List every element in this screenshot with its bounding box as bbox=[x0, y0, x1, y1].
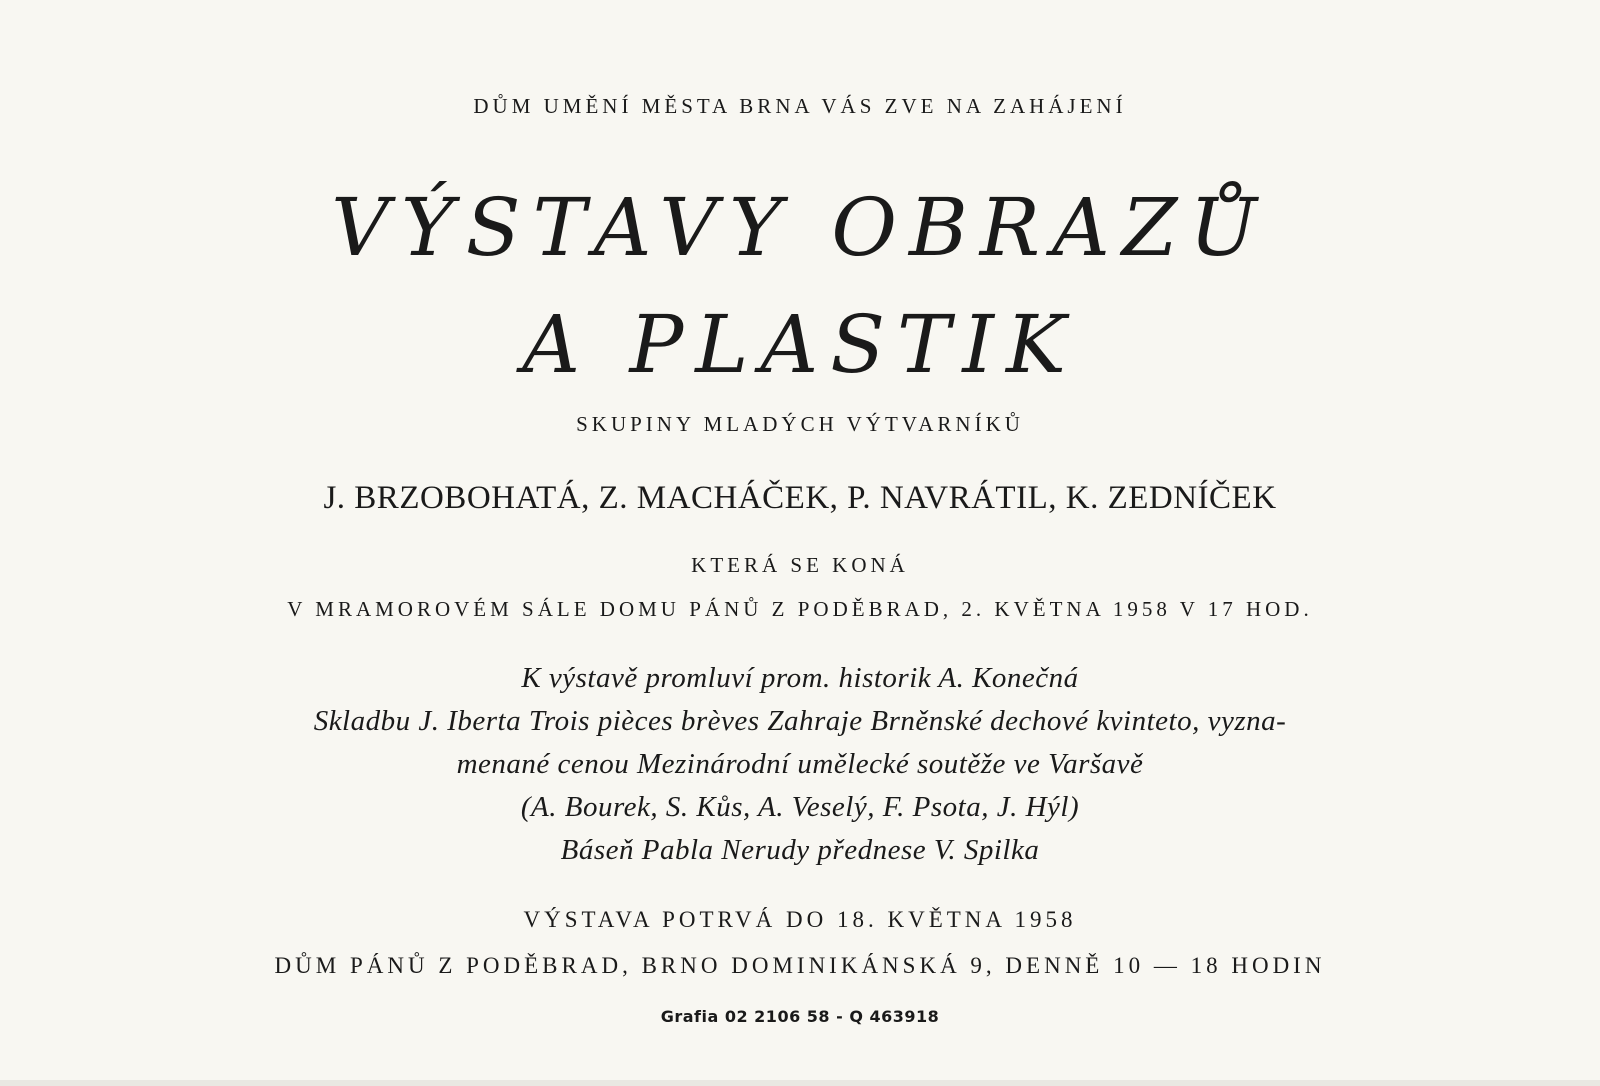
exhibition-subtitle: SKUPINY MLADÝCH VÝTVARNÍKŮ bbox=[576, 412, 1024, 436]
program-line: menané cenou Mezinárodní umělecké soutěže ve Varšavě bbox=[456, 748, 1144, 780]
invitation-header: DŮM UMĚNÍ MĚSTA BRNA VÁS ZVE NA ZAHÁJENÍ bbox=[473, 94, 1127, 118]
program-line: Báseň Pabla Nerudy přednese V. Spilka bbox=[560, 834, 1040, 866]
exhibition-title-line-2: A PLASTIK bbox=[522, 298, 1078, 391]
exhibition-title-line-1: VÝSTAVY OBRAZŮ bbox=[331, 181, 1269, 274]
exhibition-address: DŮM PÁNŮ Z PODĚBRAD, BRNO DOMINIKÁNSKÁ 9, DENNĚ 10 — 18 HODIN bbox=[274, 953, 1326, 978]
printer-imprint: Grafia 02 2106 58 - Q 463918 bbox=[660, 1007, 940, 1026]
card-edge bbox=[0, 1080, 1600, 1086]
event-intro: KTERÁ SE KONÁ bbox=[691, 553, 909, 577]
artist-names: J. BRZOBOHATÁ, Z. MACHÁČEK, P. NAVRÁTIL, K. ZEDNÍČEK bbox=[323, 480, 1277, 516]
program-line: K výstavě promluví prom. historik A. Konečná bbox=[521, 662, 1079, 694]
program-line: (A. Bourek, S. Kůs, A. Veselý, F. Psota, J. Hýl) bbox=[520, 791, 1080, 823]
program-line: Skladbu J. Iberta Trois pièces brèves Zahraje Brněnské dechové kvinteto, vyzna- bbox=[313, 705, 1287, 737]
exhibition-duration: VÝSTAVA POTRVÁ DO 18. KVĚTNA 1958 bbox=[523, 907, 1077, 932]
event-venue: V MRAMOROVÉM SÁLE DOMU PÁNŮ Z PODĚBRAD, 2. KVĚTNA 1958 V 17 HOD. bbox=[287, 597, 1313, 621]
